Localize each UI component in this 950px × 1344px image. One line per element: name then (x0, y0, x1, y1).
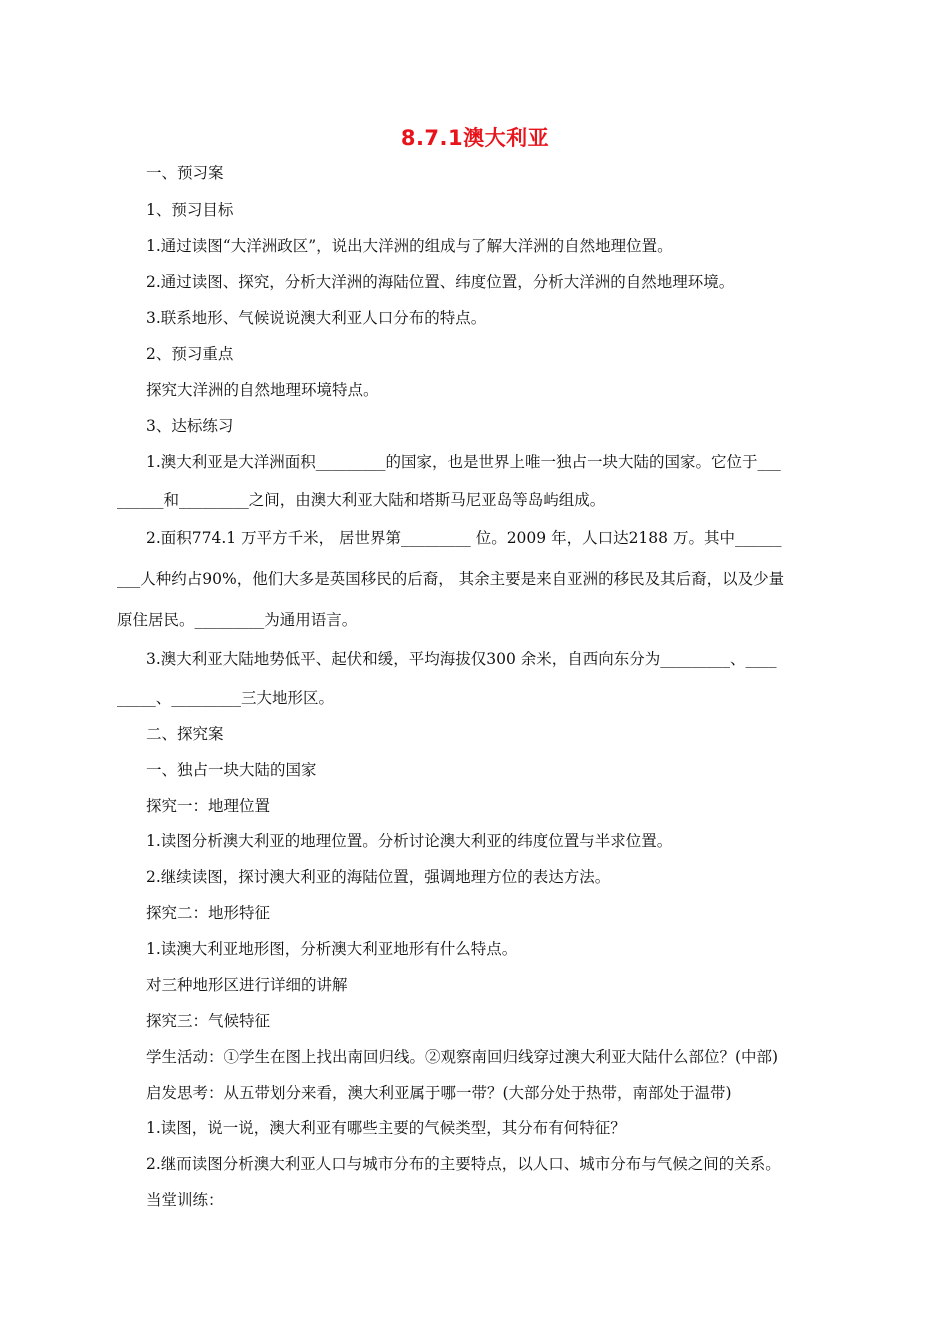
paragraph: 学生活动：①学生在图上找出南回归线。②观察南回归线穿过澳大利亚大陆什么部位？(中部) (146, 1048, 779, 1066)
paragraph: 1.读图分析澳大利亚的地理位置。分析讨论澳大利亚的纬度位置与半求位置。 (146, 832, 673, 850)
subsection-heading: 1、预习目标 (146, 201, 234, 219)
paragraph: 1.澳大利亚是大洋洲面积_________的国家，也是世界上唯一独占一块大陆的国家。它位于___ (146, 453, 781, 471)
document-title: 8.7.1澳大利亚 (400, 126, 550, 150)
paragraph: 启发思考：从五带划分来看，澳大利亚属于哪一带？(大部分处于热带，南部处于温带) (146, 1084, 732, 1102)
paragraph: 2.继续读图，探讨澳大利亚的海陆位置，强调地理方位的表达方法。 (146, 868, 611, 886)
subsection-heading: 2、预习重点 (146, 345, 234, 363)
subsection-heading: 一、独占一块大陆的国家 (146, 761, 317, 779)
paragraph: 3.联系地形、气候说说澳大利亚人口分布的特点。 (146, 309, 487, 327)
paragraph: 对三种地形区进行详细的讲解 (146, 976, 348, 994)
paragraph: ______和_________之间，由澳大利亚大陆和塔斯马尼亚岛等岛屿组成。 (117, 491, 606, 509)
subsection-heading: 当堂训练： (146, 1191, 224, 1209)
paragraph: 1.读图，说一说，澳大利亚有哪些主要的气候类型，其分布有何特征？ (146, 1119, 626, 1137)
subsection-heading: 探究三：气候特征 (146, 1012, 271, 1030)
paragraph: 1.读澳大利亚地形图，分析澳大利亚地形有什么特点。 (146, 940, 518, 958)
paragraph: 探究大洋洲的自然地理环境特点。 (146, 381, 379, 399)
paragraph: 2.面积774.1 万平方千米， 居世界第_________ 位。2009 年，人口达2188 万。其中______ (146, 529, 782, 547)
paragraph: 2.通过读图、探究，分析大洋洲的海陆位置、纬度位置，分析大洋洲的自然地理环境。 (146, 273, 735, 291)
section-heading: 一、预习案 (146, 164, 224, 182)
paragraph: 1.通过读图“大洋洲政区”，说出大洋洲的组成与了解大洋洲的自然地理位置。 (146, 237, 673, 255)
subsection-heading: 探究二：地形特征 (146, 904, 271, 922)
subsection-heading: 3、达标练习 (146, 417, 234, 435)
paragraph: ___人种约占90%，他们大多是英国移民的后裔， 其余主要是来自亚洲的移民及其后裔，以及少量 (117, 570, 785, 588)
paragraph: 2.继而读图分析澳大利亚人口与城市分布的主要特点，以人口、城市分布与气候之间的关系。 (146, 1155, 781, 1173)
paragraph: 3.澳大利亚大陆地势低平、起伏和缓，平均海拔仅300 余米，自西向东分为_________、____ (146, 650, 777, 668)
paragraph: _____、_________三大地形区。 (117, 689, 335, 707)
section-heading: 二、探究案 (146, 725, 224, 743)
paragraph: 原住居民。_________为通用语言。 (117, 611, 358, 629)
subsection-heading: 探究一：地理位置 (146, 797, 271, 815)
